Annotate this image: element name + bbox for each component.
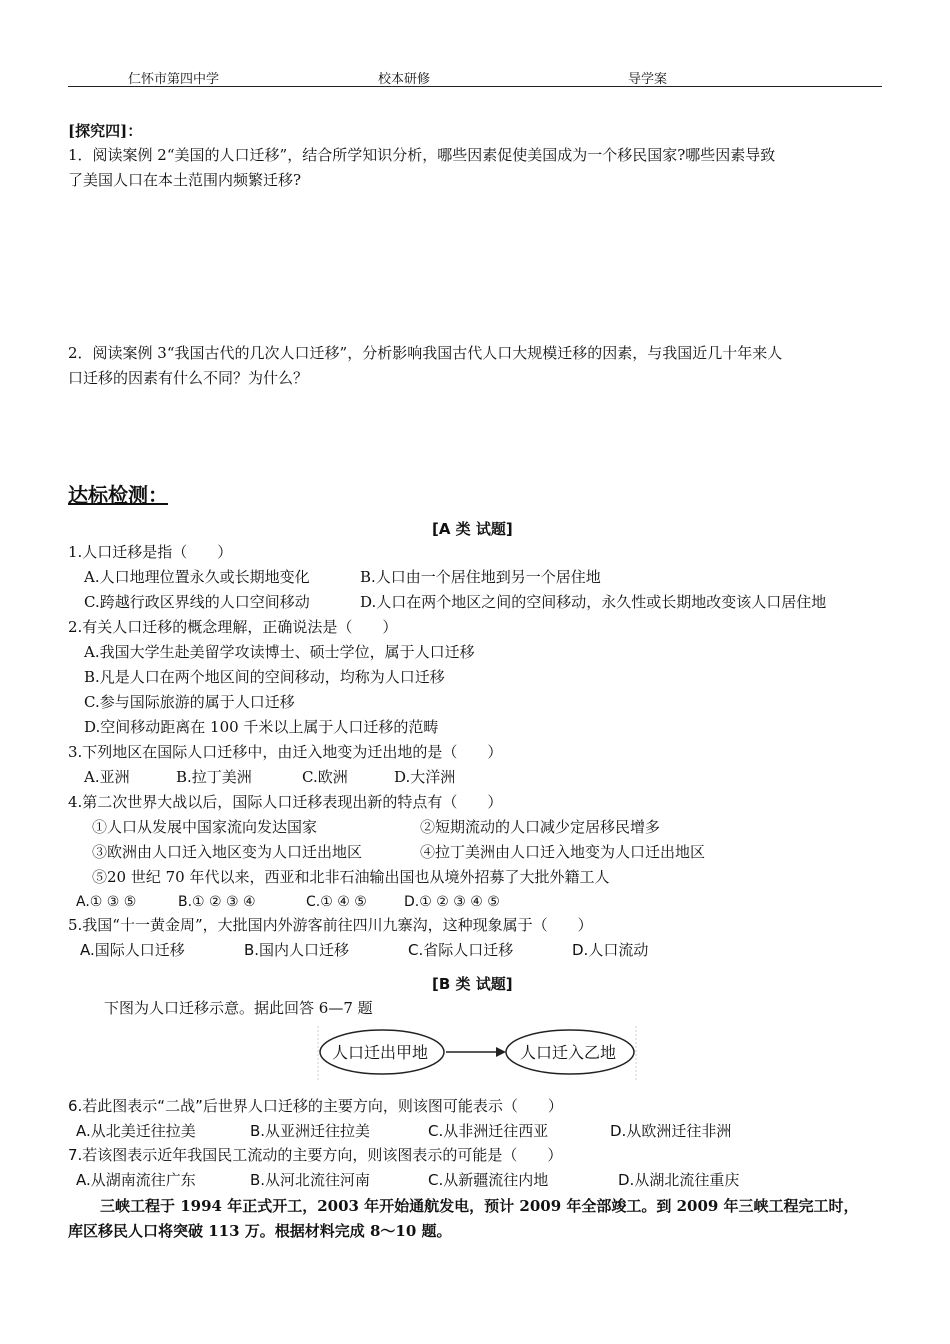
q3-option-a: A.亚洲: [84, 768, 130, 786]
q5-option-d: D.人口流动: [572, 941, 649, 959]
q4-statement-2: ②短期流动的人口减少定居移民增多: [420, 818, 661, 836]
q4-option-a: A.① ③ ⑤: [76, 894, 137, 910]
q7-stem: 7.若该图表示近年我国民工流动的主要方向，则该图表示的可能是（ ）: [68, 1146, 563, 1164]
q1-option-b: B.人口由一个居住地到另一个居住地: [360, 568, 601, 586]
material-line-2: 库区移民人口将突破 113 万。根据材料完成 8～10 题。: [68, 1222, 452, 1240]
section-a-heading: [A 类 试题]: [432, 520, 513, 538]
q7-option-a: A.从湖南流往广东: [76, 1171, 196, 1189]
explore-question-2-line-2: 口迁移的因素有什么不同？为什么？: [68, 369, 309, 387]
q6-stem: 6.若此图表示“二战”后世界人口迁移的主要方向，则该图可能表示（ ）: [68, 1097, 563, 1115]
q4-option-d: D.① ② ③ ④ ⑤: [404, 894, 500, 910]
q5-option-c: C.省际人口迁移: [408, 941, 514, 959]
q7-option-d: D.从湖北流往重庆: [618, 1171, 740, 1189]
q2-option-d: D.空间移动距离在 100 千米以上属于人口迁移的范畴: [84, 718, 439, 736]
explore-question-1-line-1: 1．阅读案例 2“美国的人口迁移”，结合所学知识分析，哪些因素促使美国成为一个移民国家?哪些因素导致: [68, 146, 776, 164]
q3-stem: 3.下列地区在国际人口迁移中，由迁入地变为迁出地的是（ ）: [68, 743, 503, 761]
q4-stem: 4.第二次世界大战以后，国际人口迁移表现出新的特点有（ ）: [68, 793, 503, 811]
explore-question-2-line-1: 2．阅读案例 3“我国古代的几次人口迁移”，分析影响我国古代人口大规模迁移的因素，与我国近几十年来人: [68, 344, 783, 362]
material-line-1: 三峡工程于 1994 年正式开工，2003 年开始通航发电，预计 2009 年全部竣工。到 2009 年三峡工程完工时，: [100, 1197, 859, 1215]
arrow-head-icon: [496, 1047, 506, 1057]
explore-question-1-line-2: 了美国人口在本土范围内频繁迁移?: [68, 171, 302, 189]
migration-diagram: [316, 1024, 638, 1082]
q4-option-b: B.① ② ③ ④: [178, 894, 256, 910]
q1-option-a: A.人口地理位置永久或长期地变化: [84, 568, 310, 586]
q3-option-c: C.欧洲: [302, 768, 348, 786]
q1-option-d: D.人口在两个地区之间的空间移动，永久性或长期地改变该人口居住地: [360, 593, 827, 611]
q1-stem: 1.人口迁移是指（ ）: [68, 543, 233, 561]
q2-option-c: C.参与国际旅游的属于人口迁移: [84, 693, 295, 711]
q6-option-b: B.从亚洲迁往拉美: [250, 1122, 371, 1140]
q4-option-c: C.① ④ ⑤: [306, 894, 367, 910]
document-type: 导学案: [628, 72, 668, 87]
q5-option-b: B.国内人口迁移: [244, 941, 350, 959]
program-name: 校本研修: [378, 72, 431, 87]
q7-option-c: C.从新疆流往内地: [428, 1171, 549, 1189]
q4-statement-4: ④拉丁美洲由人口迁入地变为人口迁出地区: [420, 843, 706, 861]
origin-label: 人口迁出甲地: [331, 1043, 429, 1062]
test-title: 达标检测：: [68, 483, 168, 507]
q4-statement-1: ①人口从发展中国家流向发达国家: [92, 818, 318, 836]
destination-label: 人口迁入乙地: [519, 1043, 617, 1062]
q3-option-b: B.拉丁美洲: [176, 768, 252, 786]
q3-option-d: D.大洋洲: [394, 768, 456, 786]
diagram-intro: 下图为人口迁移示意。据此回答 6—7 题: [104, 999, 373, 1017]
q4-statement-5: ⑤20 世纪 70 年代以来，西亚和北非石油输出国也从境外招募了大批外籍工人: [92, 868, 610, 886]
q2-stem: 2.有关人口迁移的概念理解，正确说法是（ ）: [68, 618, 398, 636]
school-name: 仁怀市第四中学: [128, 72, 220, 87]
q6-option-d: D.从欧洲迁往非洲: [610, 1122, 732, 1140]
q2-option-a: A.我国大学生赴美留学攻读博士、硕士学位，属于人口迁移: [84, 643, 475, 661]
q7-option-b: B.从河北流往河南: [250, 1171, 371, 1189]
section-b-heading: [B 类 试题]: [432, 975, 513, 993]
q4-statement-3: ③欧洲由人口迁入地区变为人口迁出地区: [92, 843, 363, 861]
q1-option-c: C.跨越行政区界线的人口空间移动: [84, 593, 310, 611]
q2-option-b: B.凡是人口在两个地区间的空间移动，均称为人口迁移: [84, 668, 445, 686]
explore-heading: [探究四]：: [68, 122, 143, 140]
header-rule: [68, 86, 882, 87]
q6-option-c: C.从非洲迁往西亚: [428, 1122, 549, 1140]
q5-stem: 5.我国“十一黄金周”，大批国内外游客前往四川九寨沟，这种现象属于（ ）: [68, 916, 593, 934]
q6-option-a: A.从北美迁往拉美: [76, 1122, 196, 1140]
q5-option-a: A.国际人口迁移: [80, 941, 185, 959]
